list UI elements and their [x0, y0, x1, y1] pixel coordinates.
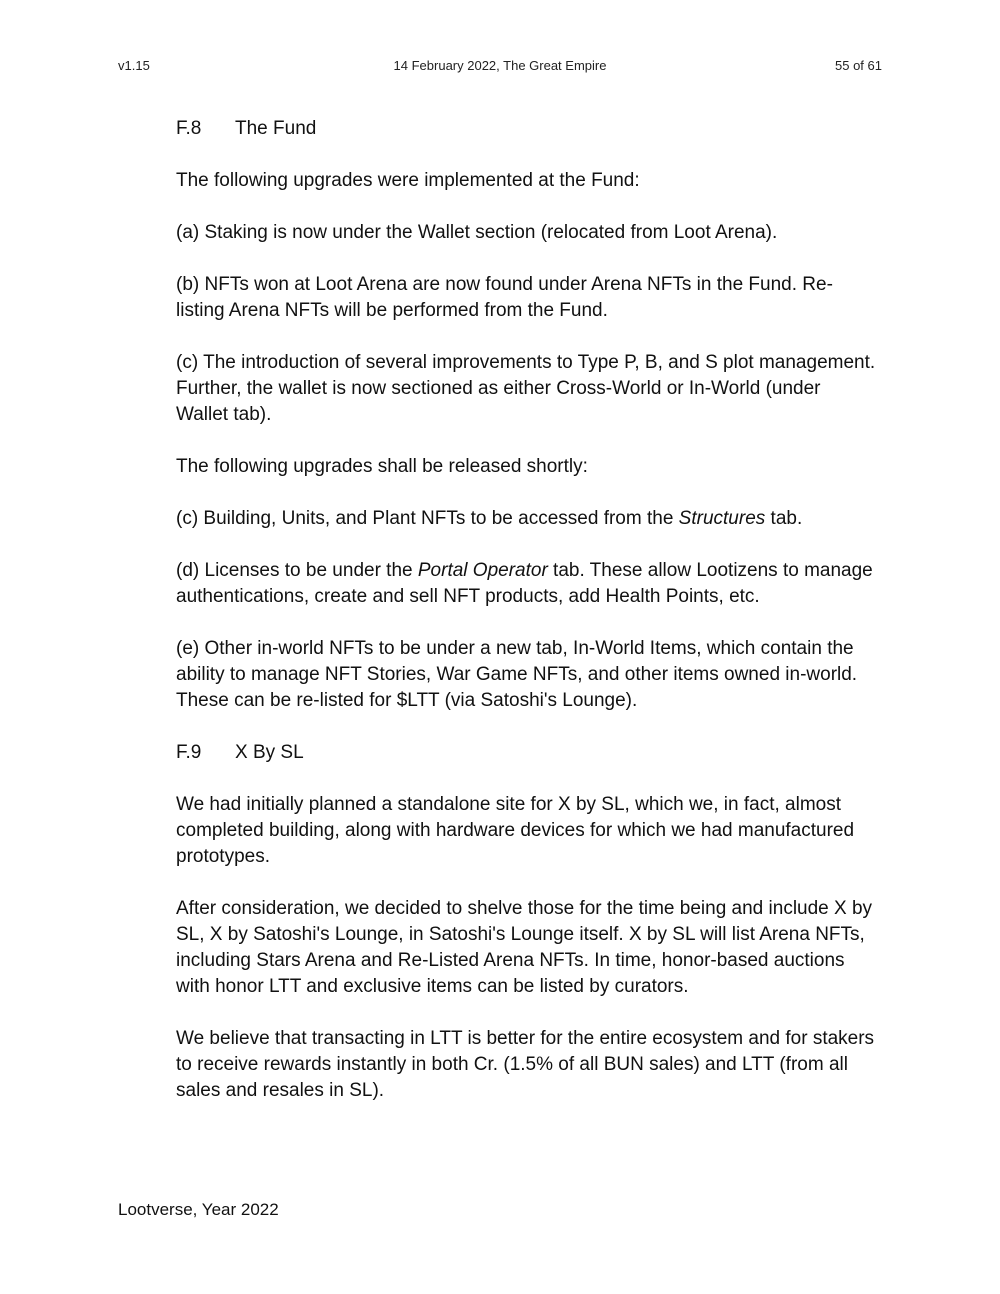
emphasis-text: Structures	[678, 508, 766, 529]
paragraph: After consideration, we decided to shelve those for the time being and include X by SL, X by Satoshi's Lounge, in Satoshi's Lounge itself. X by SL will list Arena NFTs, including Stars Arena and Re-Listed Arena NFTs. In time, honor-based auctions with honor LTT and exclusive items can be listed by curators.	[176, 898, 873, 997]
document-body	[176, 116, 876, 1130]
section-title: X By SL	[235, 742, 304, 763]
paragraph: The following upgrades shall be released shortly:	[176, 456, 588, 477]
paragraph: The following upgrades were implemented at the Fund:	[176, 170, 640, 191]
list-item: (e) Other in-world NFTs to be under a new tab, In-World Items, which contain the ability to manage NFT Stories, War Game NFTs, and other items owned in-world. These can be re-listed for $LTT (via Satoshi's Lounge).	[176, 638, 858, 711]
section-number: F.9	[176, 742, 202, 763]
paragraph: We believe that transacting in LTT is better for the entire ecosystem and for stakers to receive rewards instantly in both Cr. (1.5% of all BUN sales) and LTT (from all sales and resales in SL).	[176, 1028, 875, 1101]
text-run: (d) Licenses to be under the	[176, 560, 418, 581]
list-item	[176, 558, 876, 610]
version-label: v1.15	[118, 58, 150, 73]
section-number: F.8	[176, 118, 202, 139]
page-footer: Lootverse, Year 2022	[118, 1200, 279, 1219]
section-title: The Fund	[235, 118, 317, 139]
list-item: (c) The introduction of several improvements to Type P, B, and S plot management. Further, the wallet is now sectioned as either Cross-World or In-World (under Wallet tab).	[176, 352, 876, 425]
section-heading-f8	[176, 116, 876, 142]
emphasis-text: Portal Operator	[417, 560, 548, 581]
text-run: tab. These allow Lootizens to manage authentications, create and sell NFT products, add Health Points, etc.	[176, 560, 873, 607]
header-date-title: 14 February 2022, The Great Empire	[393, 58, 607, 73]
paragraph: We had initially planned a standalone site for X by SL, which we, in fact, almost completed building, along with hardware devices for which we had manufactured prototypes.	[176, 794, 855, 867]
page-header	[118, 58, 882, 78]
section-heading-f9	[176, 740, 876, 766]
text-run: tab.	[765, 508, 803, 529]
list-item: (a) Staking is now under the Wallet section (relocated from Loot Arena).	[176, 222, 778, 243]
page-number: 55 of 61	[835, 58, 882, 73]
list-item	[176, 506, 876, 532]
list-item: (b) NFTs won at Loot Arena are now found under Arena NFTs in the Fund. Re-listing Arena NFTs will be performed from the Fund.	[176, 274, 833, 321]
text-run: (c) Building, Units, and Plant NFTs to be accessed from the	[176, 508, 679, 529]
